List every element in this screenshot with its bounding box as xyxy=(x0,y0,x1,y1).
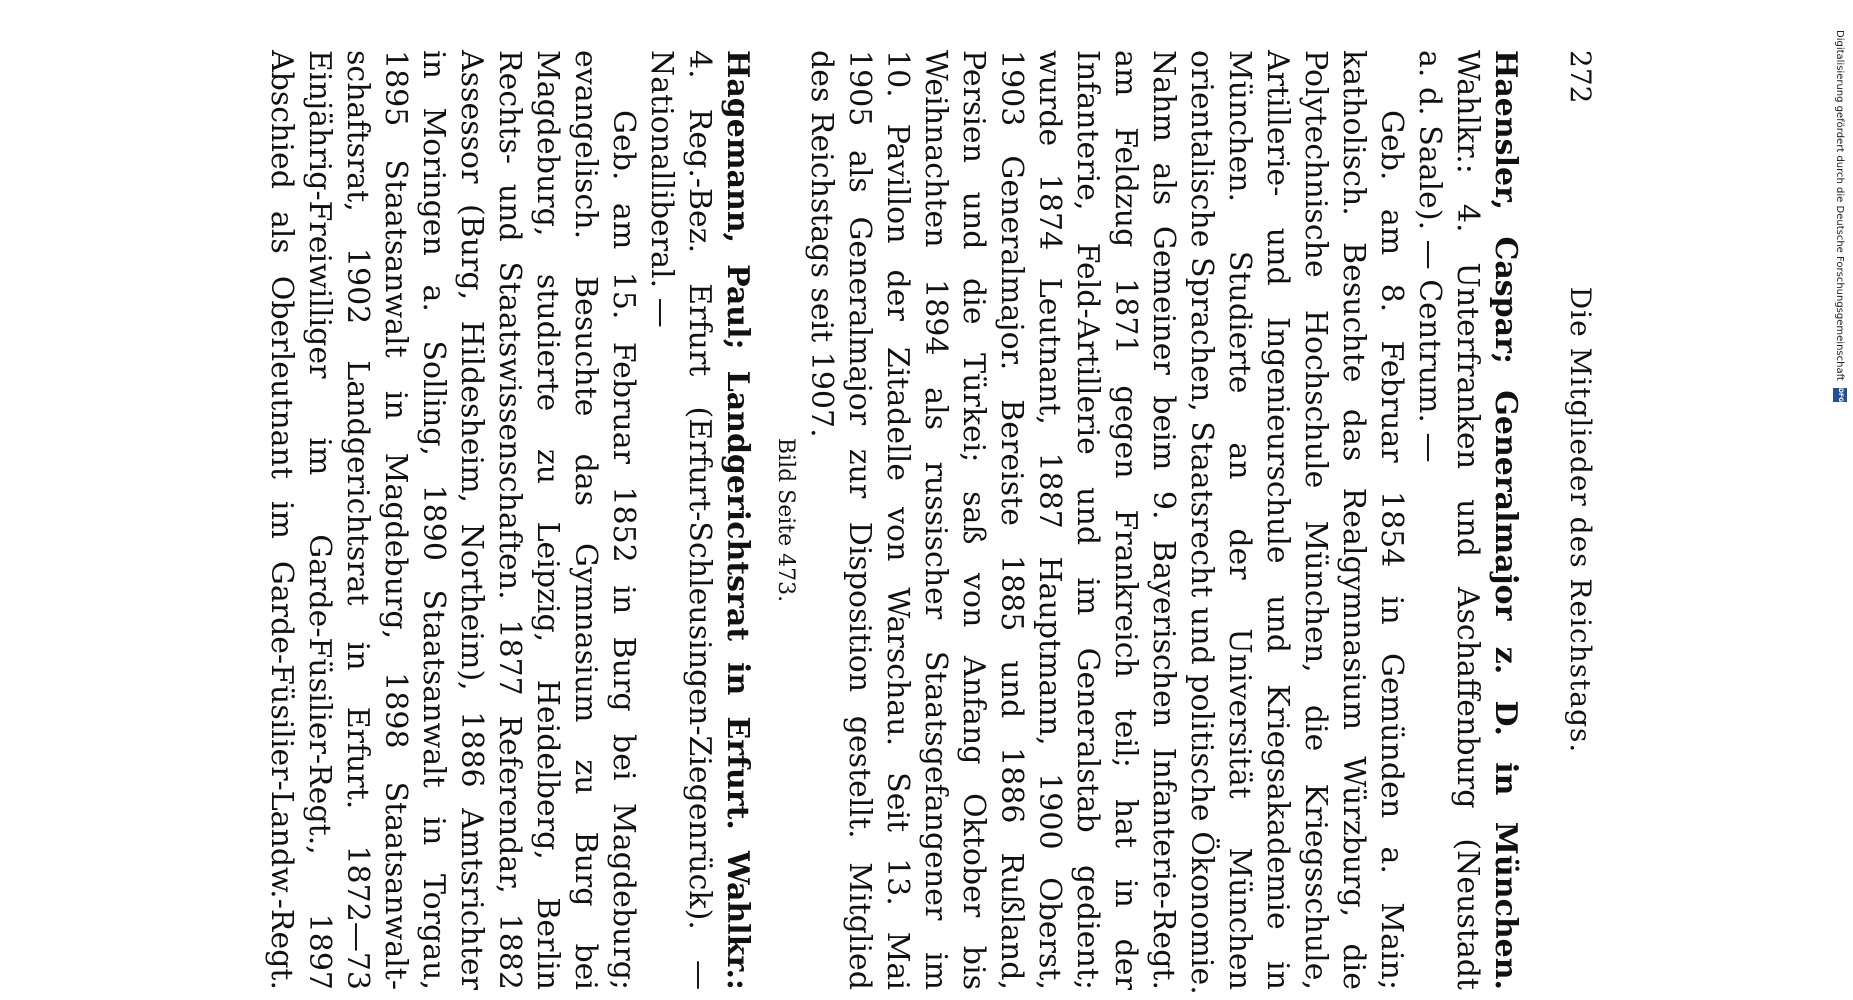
entry-hagemann-line-5: evangelisch. Besuchte das Gymnasium zu Burg bei xyxy=(568,50,603,990)
entry-hagemann-line-4: Geb. am 15. Februar 1852 in Burg bei Magdeburg; xyxy=(606,110,641,990)
entry-haensler-line-8: München. Studierte an der Universität München xyxy=(1222,50,1257,990)
digitization-credit xyxy=(1830,30,1848,730)
page-number: 272 xyxy=(1564,50,1597,104)
running-title: Die Mitglieder des Reichstags. xyxy=(1564,286,1597,754)
entry-haensler-line-19: des Reichstags seit 1907. xyxy=(804,50,839,438)
picture-reference: Bild Seite 473. xyxy=(773,437,798,603)
entry-haensler-line-10: Nahm als Gemeiner beim 9. Bayerischen Infanterie-Regt. xyxy=(1146,50,1181,990)
entry-haensler-line-11: am Feldzug 1871 gegen Frankreich teil; hat in der xyxy=(1108,50,1143,990)
entry-haensler-line-16: Weihnachten 1894 als russischer Staatsgefangener im xyxy=(918,50,953,990)
entry-haensler-line-18: 1905 als Generalmajor zur Disposition gestellt. Mitglied xyxy=(842,50,877,990)
entry-haensler-line-17: 10. Pavillon der Zitadelle von Warschau. Seit 13. Mai xyxy=(880,50,915,990)
entry-haensler-line-1: Haensler, Caspar; Generalmajor z. D. in München. xyxy=(1488,50,1523,990)
dfg-logo-icon: DFG xyxy=(1833,388,1847,402)
entry-haensler-line-13: wurde 1874 Leutnant, 1887 Hauptmann, 1900 Oberst, xyxy=(1032,50,1067,990)
entry-haensler-line-6: Polytechnische Hochschule München, die Kriegsschule, xyxy=(1298,50,1333,990)
entry-hagemann-line-1: Hagemann, Paul; Landgerichtsrat in Erfurt. Wahlkr.: xyxy=(720,50,755,990)
entry-hagemann-line-12: Einjährig-Freiwilliger im Garde-Füsilier-Regt., 1897 xyxy=(302,50,337,990)
entry-hagemann-line-10: 1895 Staatsanwalt in Magdeburg, 1898 Staatsanwalt- xyxy=(378,50,413,990)
entry-haensler-line-5: katholisch. Besuchte das Realgymnasium Würzburg, die xyxy=(1336,50,1371,990)
entry-hagemann-line-7: Rechts- und Staatswissenschaften. 1877 Referendar, 1882 xyxy=(492,50,527,990)
entry-hagemann-line-9: in Moringen a. Solling, 1890 Staatsanwalt in Torgau, xyxy=(416,50,451,990)
entry-hagemann-line-13: Abschied als Oberleutnant im Garde-Füsilier-Landw.-Regt. xyxy=(264,50,299,990)
entry-hagemann-line-2: 4. Reg.-Bez. Erfurt (Erfurt-Schleusingen-Ziegenrück). — xyxy=(682,50,717,990)
entry-hagemann-line-6: Magdeburg, studierte zu Leipzig, Heidelberg, Berlin xyxy=(530,50,565,990)
entry-haensler-line-15: Persien und die Türkei; saß von Anfang Oktober bis xyxy=(956,50,991,990)
entry-haensler-line-3: a. d. Saale). — Centrum. — xyxy=(1412,50,1447,463)
entry-haensler-line-4: Geb. am 8. Februar 1854 in Gemünden a. Main; xyxy=(1374,110,1409,990)
page-header xyxy=(1560,50,1600,990)
entry-haensler-line-2: Wahlkr.: 4. Unterfranken und Aschaffenburg (Neustadt xyxy=(1450,50,1485,990)
entry-hagemann-line-11: schaftsrat, 1902 Landgerichtsrat in Erfurt. 1872—73 xyxy=(340,50,375,990)
entry-hagemann-line-3: Nationalliberal. — xyxy=(644,50,679,328)
digitization-credit-text: Digitalisierung gefördert durch die Deutsche Forschungsgemeinschaft xyxy=(1834,30,1845,381)
entry-hagemann-line-8: Assessor (Burg, Hildesheim, Northeim), 1886 Amtsrichter xyxy=(454,50,489,990)
entry-haensler-line-12: Infanterie, Feld-Artillerie und im Generalstab gedient; xyxy=(1070,50,1105,990)
rotated-book-page xyxy=(200,50,1600,995)
entry-haensler-line-9: orientalische Sprachen, Staatsrecht und politische Ökonomie. xyxy=(1184,50,1219,995)
entry-haensler-line-14: 1903 Generalmajor. Bereiste 1885 und 1886 Rußland, xyxy=(994,50,1029,990)
entry-haensler-line-7: Artillerie- und Ingenieurschule und Kriegsakademie in xyxy=(1260,50,1295,990)
